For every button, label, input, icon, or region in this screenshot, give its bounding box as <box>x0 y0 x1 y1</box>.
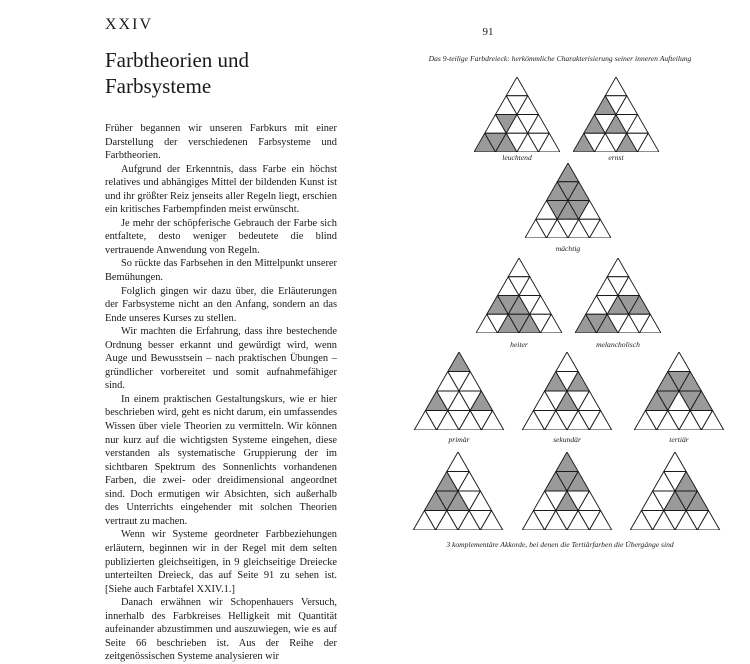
paragraph: Folglich gingen wir dazu über, die Erläuterungen der Farbsysteme nicht an den Anfang, sondern an das Ende unseres Kurses zu stellen. <box>105 285 337 324</box>
triangle-cell <box>556 352 578 372</box>
triangle-akkord-2 <box>521 452 613 530</box>
page-number: 91 <box>482 26 494 38</box>
triangle-cell <box>508 258 530 277</box>
paragraph: Je mehr der schöpferische Gebrauch der Farbe sich entfaltete, desto weniger bedeutete die blind vertrauende Anwendung von Regeln. <box>105 217 337 256</box>
paragraph: Danach erwähnen wir Schopenhauers Versuch, innerhalb des Farbkreises Helligkeit mit Quantität aufeinander abzustimmen und auszuwiegen, wie es auf Seite 66 beschrieben ist. Aus der Reihe der zeitgenössischen Systeme analysieren wir <box>105 597 337 663</box>
label-heiter: heiter <box>510 340 528 349</box>
left-page <box>0 0 375 663</box>
triangle-sekundaer <box>521 352 613 430</box>
chapter-title <box>105 47 249 99</box>
label-maechtig: mächtig <box>555 244 581 253</box>
triangle-ernst <box>573 77 659 152</box>
chapter-number: XXIV <box>105 16 153 33</box>
paragraph: Wenn wir Systeme geordneter Farbbeziehungen erläutern, beginnen wir in der Regel mit dem selten publizierten gleichseitigen, in 9 gleichseitige Dreiecke unterteilten Dreieck, das auf Seite 91 zu sehen ist. [Siehe auch Farbtafel XXIV.1.] <box>105 529 337 595</box>
triangle-melancholisch <box>575 258 661 333</box>
triangle-akkord-3 <box>629 452 721 530</box>
label-melancholisch: melancholisch <box>596 340 640 349</box>
triangle-cell <box>447 452 469 472</box>
triangle-cell <box>605 77 627 96</box>
triangle-cell <box>448 352 470 372</box>
figure-caption: 3 komplementäre Akkorde, bei denen die Tertiärfarben die Übergänge sind <box>446 540 674 549</box>
paragraph: In einem praktischen Gestaltungskurs, wie er hier beschrieben wird, geht es nicht darum, ein umfassendes Wissen über viele Theorien zu vermitteln. Wir können nur kurz auf die wichtigsten Systeme eingehen, diese verstanden als systematische Gruppierung der im sichtbaren Spektrum des Sonnenlichts vorhandenen Farben, die zwei- oder dreidimensional angeordnet sind. Doch ermutigen wir Absichten, sich außerhalb des Unterrichts eingehender mit solchen Theorien vertraut zu machen. <box>105 393 337 527</box>
paragraph: Aufgrund der Erkenntnis, dass Farbe ein höchst relatives und abhängiges Mittel der bildenden Kunst ist und ihr größter Reiz jenseits aller Regeln liegt, erschien ein kritisches Farbempfinden meist erwünscht. <box>105 163 337 216</box>
figure-title: Das 9-teilige Farbdreieck: herkömmliche Charakterisierung seiner inneren Aufteilung <box>428 54 692 63</box>
chapter-title-line-2: Farbsysteme <box>105 74 212 98</box>
paragraph: Früher begannen wir unseren Farbkurs mit einer Darstellung der verschiedenen Farbsysteme und Farbtheorien. <box>105 123 337 162</box>
label-sekundaer: sekundär <box>553 435 581 444</box>
triangle-cell <box>664 452 686 472</box>
triangle-akkord-1 <box>412 452 504 530</box>
paragraph: So rückte das Farbsehen in den Mittelpunkt unserer Bemühungen. <box>105 258 337 284</box>
triangle-leuchtend <box>474 77 560 152</box>
paragraph: Wir machten die Erfahrung, dass ihre bestechende Ordnung besser erkannt und gewürdigt wird, wenn Auge und Bewusstsein – nach praktischen Übungen – gründlicher vorbereitet und somit aufnahmefähiger sind. <box>105 326 337 392</box>
triangle-tertiaer <box>633 352 725 430</box>
triangle-cell <box>607 258 629 277</box>
triangle-primaer <box>413 352 505 430</box>
triangle-heiter <box>476 258 562 333</box>
triangle-cell <box>557 163 579 182</box>
label-leuchtend: leuchtend <box>502 153 532 162</box>
label-tertiaer: tertiär <box>669 435 689 444</box>
label-primaer: primär <box>448 435 470 444</box>
chapter-title-line-1: Farbtheorien und <box>105 48 250 72</box>
triangle-cell <box>556 452 578 472</box>
triangle-maechtig <box>525 163 611 238</box>
triangle-cell <box>668 352 690 372</box>
label-ernst: ernst <box>608 153 624 162</box>
triangle-cell <box>506 77 528 96</box>
body-text <box>105 122 337 664</box>
